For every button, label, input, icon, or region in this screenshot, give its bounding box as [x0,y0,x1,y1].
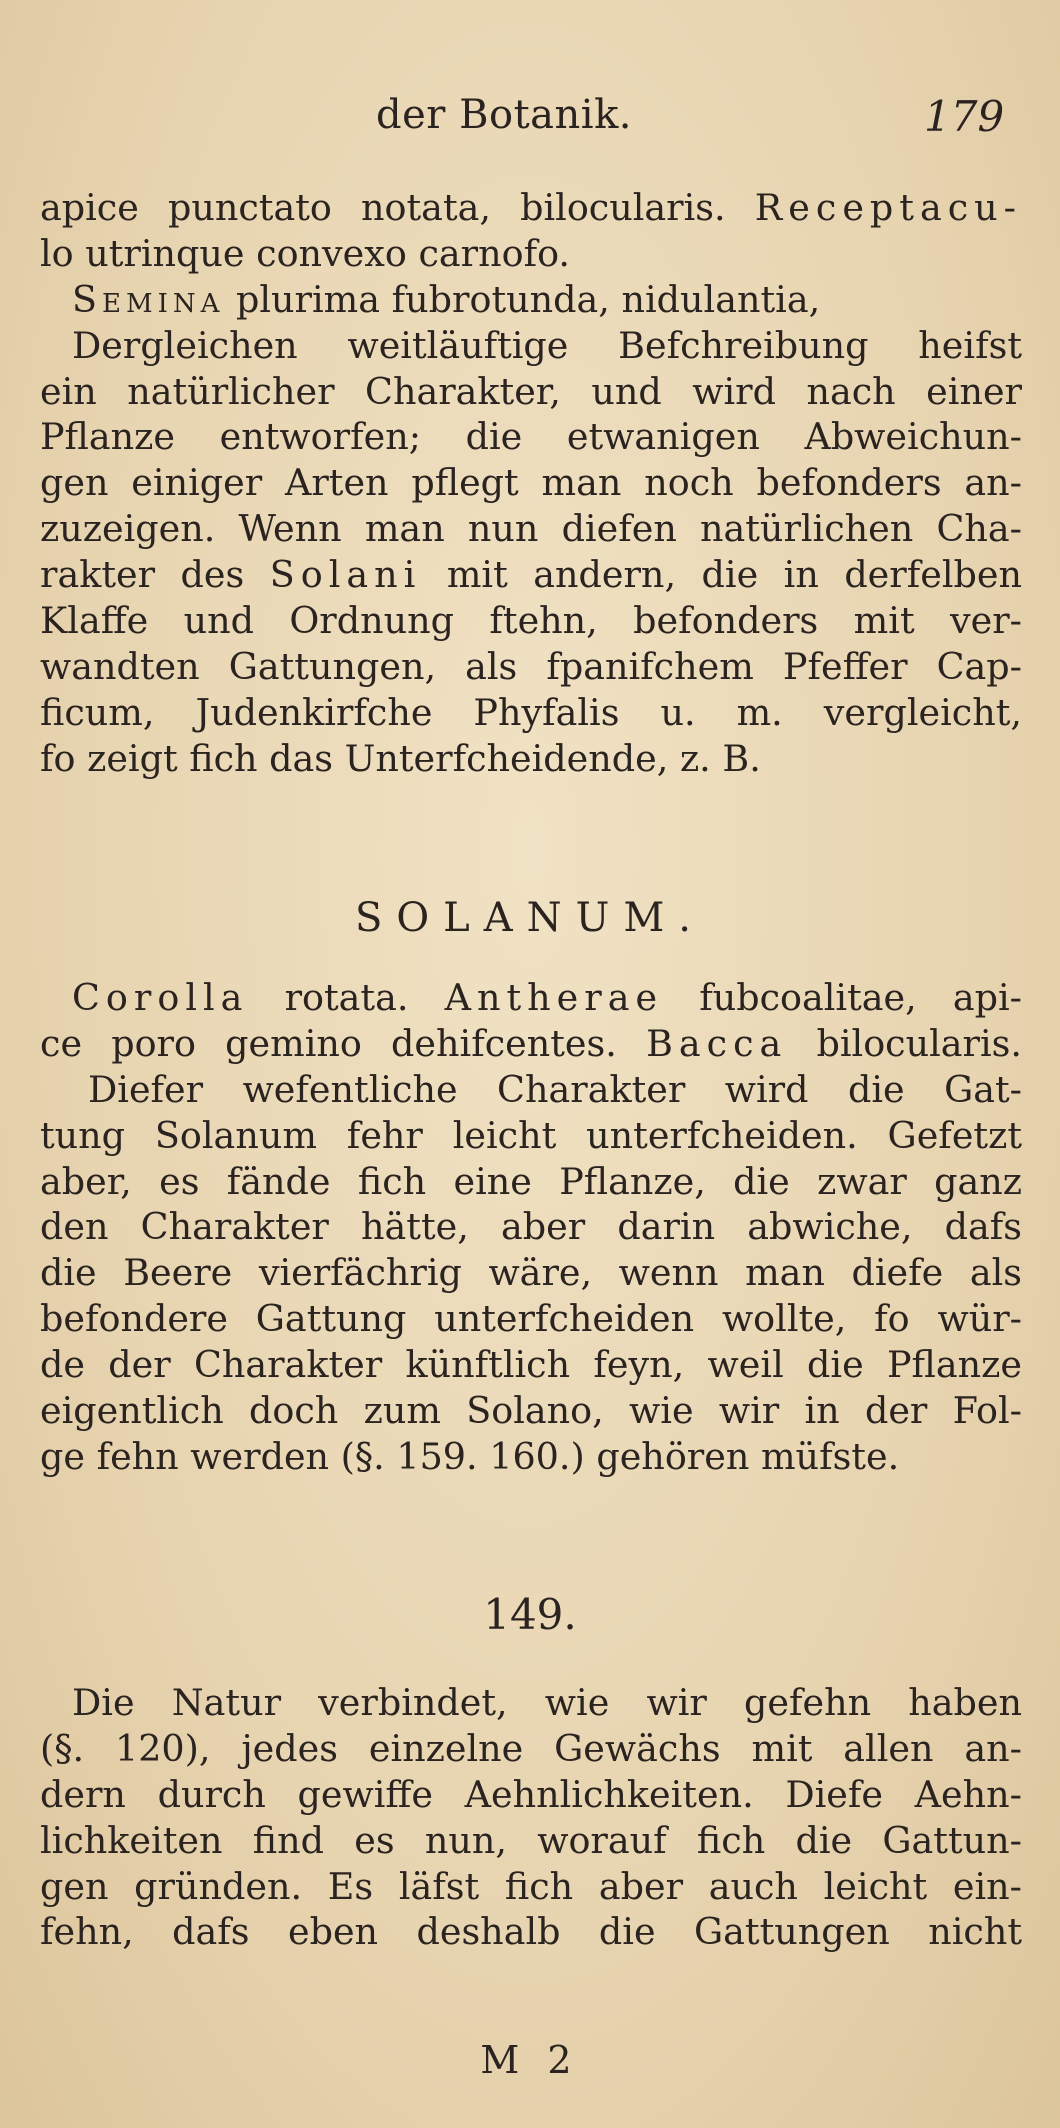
section-number: 149. [483,1590,577,1639]
text-line: fehn, dafs eben deshalb die Gattungen nicht [40,1910,1022,1954]
text-block-middle [40,975,1022,1480]
text-line: Klaffe und Ordnung ftehn, befonders mit ver- [40,599,1022,643]
text-line: Corolla rotata. Antherae fubcoalitae, api- [72,976,1023,1019]
running-title: der Botanik. [376,92,633,138]
text-line: eigentlich doch zum Solano, wie wir in der Fol- [40,1389,1022,1433]
text-line: dern durch gewiffe Aehnlichkeiten. Diefe Aehn- [40,1772,1022,1816]
text-line: lo utrinque convexo carnofo. [40,231,571,275]
text-line: rakter des Solani mit andern, die in derfelben [40,553,1022,597]
text-line: lichkeiten find es nun, worauf fich die Gattun- [40,1818,1022,1862]
text-line: den Charakter hätte, aber darin abwiche, dafs [40,1205,1022,1249]
genus-heading: SOLANUM. [354,895,706,941]
text-line: aber, es fände fich eine Pflanze, die zwar ganz [40,1159,1022,1203]
page-number: 179 [924,92,1005,141]
text-line: wandten Gattungen, als fpanifchem Pfeffer Cap- [40,644,1022,688]
text-line: ce poro gemino dehifcentes. Bacca bilocularis. [40,1021,1023,1065]
text-line: Semina plurima fubrotunda, nidulantia, [72,277,821,321]
text-line: de der Charakter künftlich feyn, weil die Pflanze [40,1343,1022,1387]
text-line: (§. 120), jedes einzelne Gewächs mit allen an- [40,1726,1022,1770]
text-line: tung Solanum fehr leicht unterfcheiden. Gefetzt [40,1113,1022,1157]
text-line: Die Natur verbindet, wie wir gefehn haben [72,1681,1022,1724]
text-line: ein natürlicher Charakter, und wird nach einer [40,369,1022,413]
text-line: gen gründen. Es läfst fich aber auch leicht ein- [40,1864,1022,1908]
text-line: befondere Gattung unterfcheiden wollte, fo wür- [40,1297,1022,1341]
text-line: zuzeigen. Wenn man nun diefen natürlichen Cha- [40,507,1022,551]
text-line: Dergleichen weitläuftige Befchreibung heifst [72,323,1022,367]
text-line: gen einiger Arten pflegt man noch befonders an- [40,461,1022,505]
text-line: ficum, Judenkirfche Phyfalis u. m. vergleicht, [40,690,1022,734]
text-block-bottom [40,1680,1022,1955]
text-line: apice punctato notata, bilocularis. Receptacu- [40,186,1022,229]
text-line: Pflanze entworfen; die etwanigen Abweichun- [40,415,1022,459]
running-header [0,92,1060,152]
text-line: Diefer wefentliche Charakter wird die Gat- [88,1067,1022,1111]
text-line: fo zeigt fich das Unterfcheidende, z. B. [40,736,761,780]
text-line: ge fehn werden (§. 159. 160.) gehören müfste. [40,1434,900,1478]
signature-mark: M 2 [480,2038,580,2082]
text-block-top [40,185,1022,782]
text-line: die Beere vierfächrig wäre, wenn man diefe als [40,1251,1022,1295]
